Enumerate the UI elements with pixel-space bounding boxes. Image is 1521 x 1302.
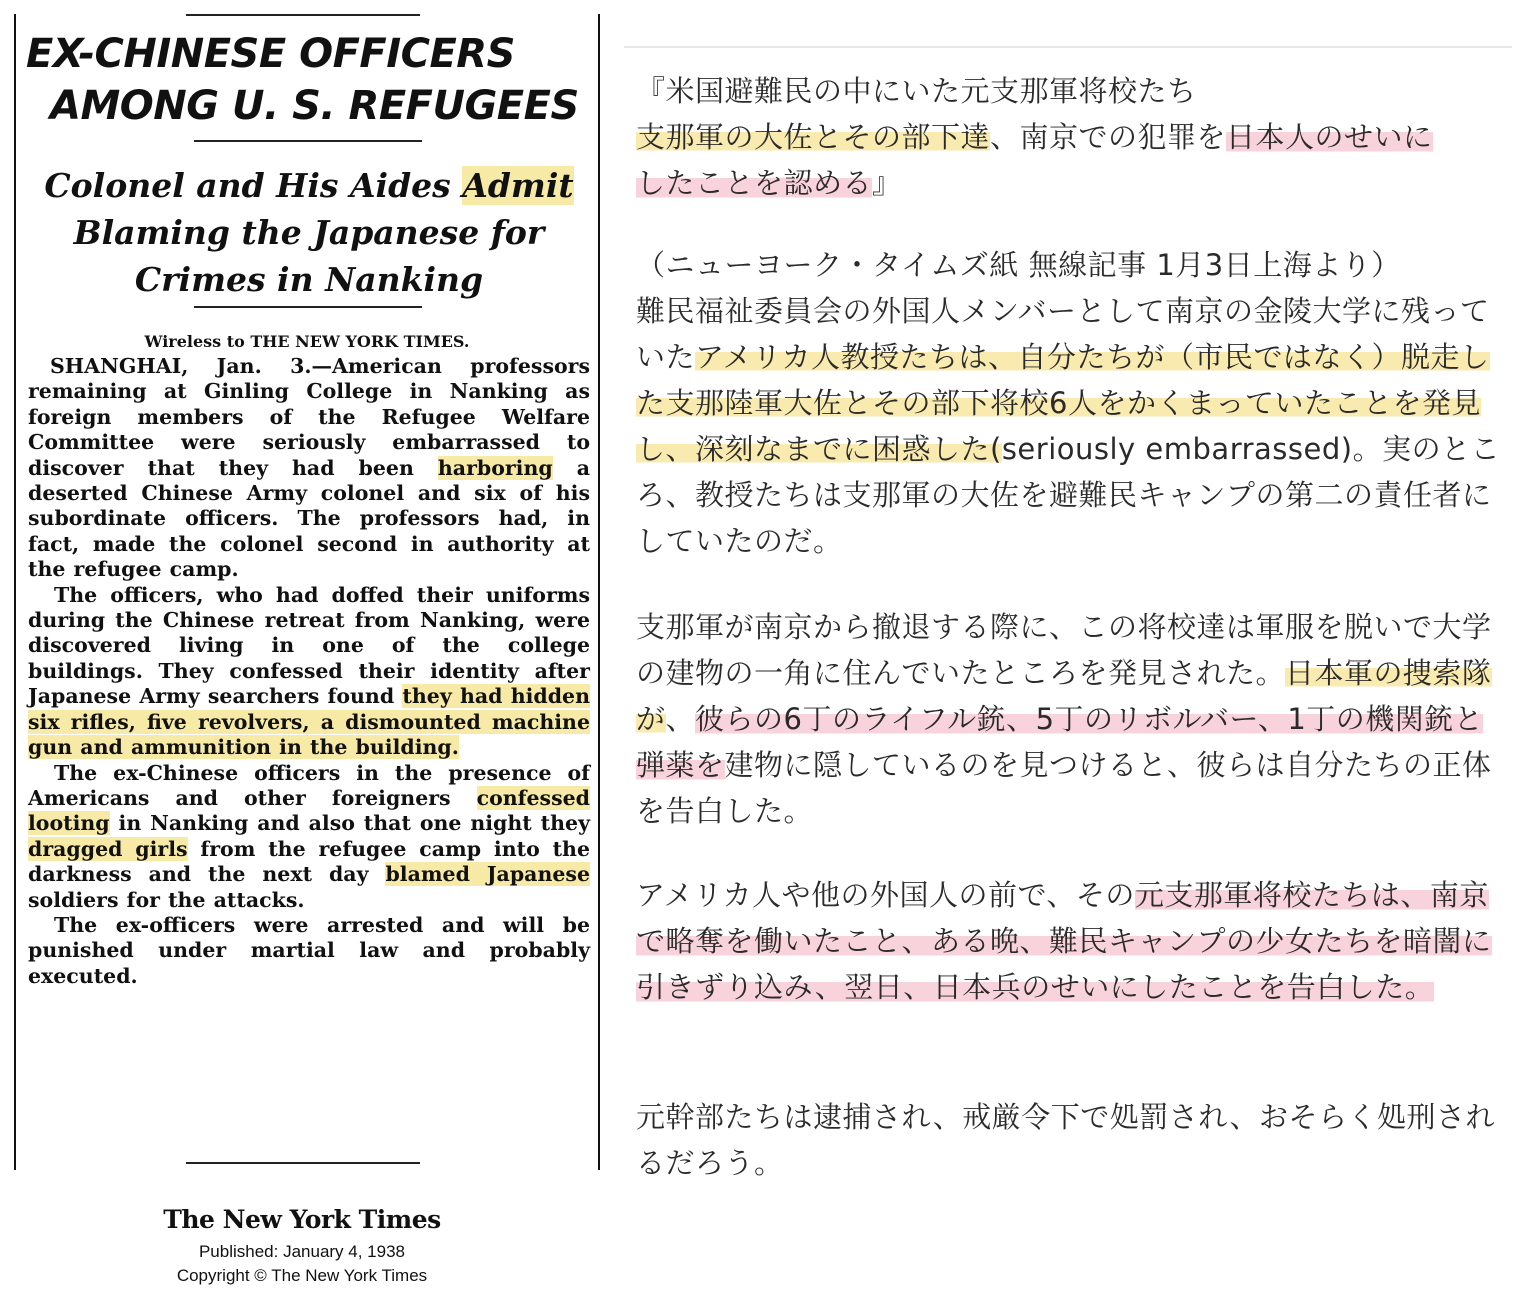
published-date: Published: January 4, 1938	[198, 1242, 406, 1261]
deck-divider	[194, 306, 422, 308]
highlight: harboring	[437, 455, 553, 480]
article-body	[28, 354, 590, 989]
text: 』	[872, 166, 902, 200]
highlight: blamed Japanese	[385, 862, 590, 887]
headline-line-1: EX-CHINESE OFFICERS	[26, 31, 515, 77]
paragraph-text	[636, 604, 1506, 834]
translation-title	[636, 68, 1506, 206]
deck-line-2: Blaming the Japanese for	[73, 213, 545, 252]
pink-highlight: 元支那軍将校たちは、南京で略奪を働いたこと、ある晩、難民キャンプの少女たちを暗闇に引きずり込み、翌日、日本兵のせいにしたことを告白した。	[636, 878, 1492, 1004]
article-paragraph	[28, 761, 590, 913]
article-paragraph: The ex-officers were arrested and will be punished under martial law and probably executed.	[28, 912, 590, 988]
translation-paragraph-1	[636, 242, 1506, 564]
byline: Wireless to THE NEW YORK TIMES.	[144, 332, 470, 351]
paragraph-text: 元幹部たちは逮捕され、戒厳令下で処罰され、おそらく処刑されるだろう。	[636, 1100, 1495, 1180]
source-line: （ニューヨーク・タイムズ紙 無線記事 1月3日上海より）	[636, 248, 1401, 282]
nyt-logo: The New York Times	[163, 1205, 441, 1234]
pink-highlight: 彼らの6丁のライフル銃、5丁のリボルバー、1丁の機関銃と弾薬を	[636, 702, 1484, 782]
copyright: Copyright © The New York Times	[176, 1266, 428, 1285]
deck-text: Colonel and His Aides	[44, 166, 463, 205]
title-line	[636, 160, 1506, 206]
translation-paragraph-3	[636, 872, 1506, 1010]
text: 難民福祉委員会の外国人メンバーとして南京の金陵大学に残っていた	[636, 294, 1490, 374]
highlight: they had hidden six rifles, five revolvers, a dismounted machine gun and ammunition in the building.	[28, 684, 591, 760]
top-rule	[186, 14, 420, 16]
bottom-rule	[186, 1162, 420, 1164]
translation-paragraph-4	[636, 1094, 1506, 1186]
pink-highlight: したことを認める	[636, 166, 873, 200]
headline-divider	[194, 140, 422, 142]
paragraph-text	[636, 872, 1506, 1010]
text: a deserted Chinese Army colonel and six of his subordinate officers. The professors had, in fact, made the colonel second in authority at the refugee camp.	[28, 455, 591, 582]
text: The officers, who had doffed their uniforms during the Chinese retreat from Nanking, were discovered living in one of the college buildings. They confessed their identity after Japanese Army searchers found	[28, 582, 590, 709]
text: The ex-Chinese officers in the presence of Americans and other foreigners	[28, 760, 590, 810]
headline-line-2: AMONG U. S. REFUGEES	[50, 83, 579, 129]
title-line: 『米国避難民の中にいた元支那軍将校たち	[636, 74, 1197, 108]
article-paragraph	[28, 583, 590, 761]
text: seriously embarrassed)。実のところ、教授たちは支那軍の大佐を避難民キャンプの第二の責任者にしていたのだ。	[636, 432, 1501, 558]
highlight: dragged girls	[28, 836, 188, 861]
deck-highlight: Admit	[462, 166, 574, 205]
newspaper-clipping	[14, 14, 600, 1170]
deck-line-1	[24, 162, 594, 209]
deck-line-3: Crimes in Nanking	[134, 260, 484, 299]
text: 、南京での犯罪を	[990, 120, 1227, 154]
highlight: confessed looting	[28, 785, 590, 836]
text: soldiers for the attacks.	[28, 887, 305, 912]
yellow-highlight: アメリカ人教授たちは、自分たちが（市民ではなく）脱走した支那陸軍大佐とその部下将校6人をかくまっていたことを発見し、深刻なまでに困惑した(	[636, 340, 1490, 466]
subheadline	[24, 162, 594, 303]
text: from the refugee camp into the darkness and the next day	[28, 836, 591, 887]
headline	[26, 28, 592, 132]
text: SHANGHAI, Jan. 3.—American professors remaining at Ginling College in Nanking as foreign members of the Refugee Welfare Committee were seriously embarrassed to discover that they had been	[28, 354, 590, 480]
pink-highlight: 日本人のせいに	[1226, 120, 1433, 154]
text: 、	[665, 702, 696, 736]
translation-paragraph-2	[636, 604, 1506, 834]
text: in Nanking and also that one night they	[109, 811, 590, 836]
title-line	[636, 114, 1506, 160]
text: 建物に隠しているのを見つけると、彼らは自分たちの正体を告白した。	[636, 748, 1492, 828]
article-paragraph	[28, 354, 590, 583]
top-divider	[624, 46, 1512, 48]
yellow-highlight: 支那軍の大佐とその部下達	[636, 120, 991, 154]
yellow-highlight: 日本軍の捜索隊が	[636, 656, 1492, 736]
text: 支那軍が南京から撤退する際に、この将校達は軍服を脱いで大学の建物の一角に住んでいたところを発見された。	[636, 610, 1492, 690]
paragraph-text	[636, 288, 1506, 564]
text: アメリカ人や他の外国人の前で、その	[636, 878, 1135, 912]
